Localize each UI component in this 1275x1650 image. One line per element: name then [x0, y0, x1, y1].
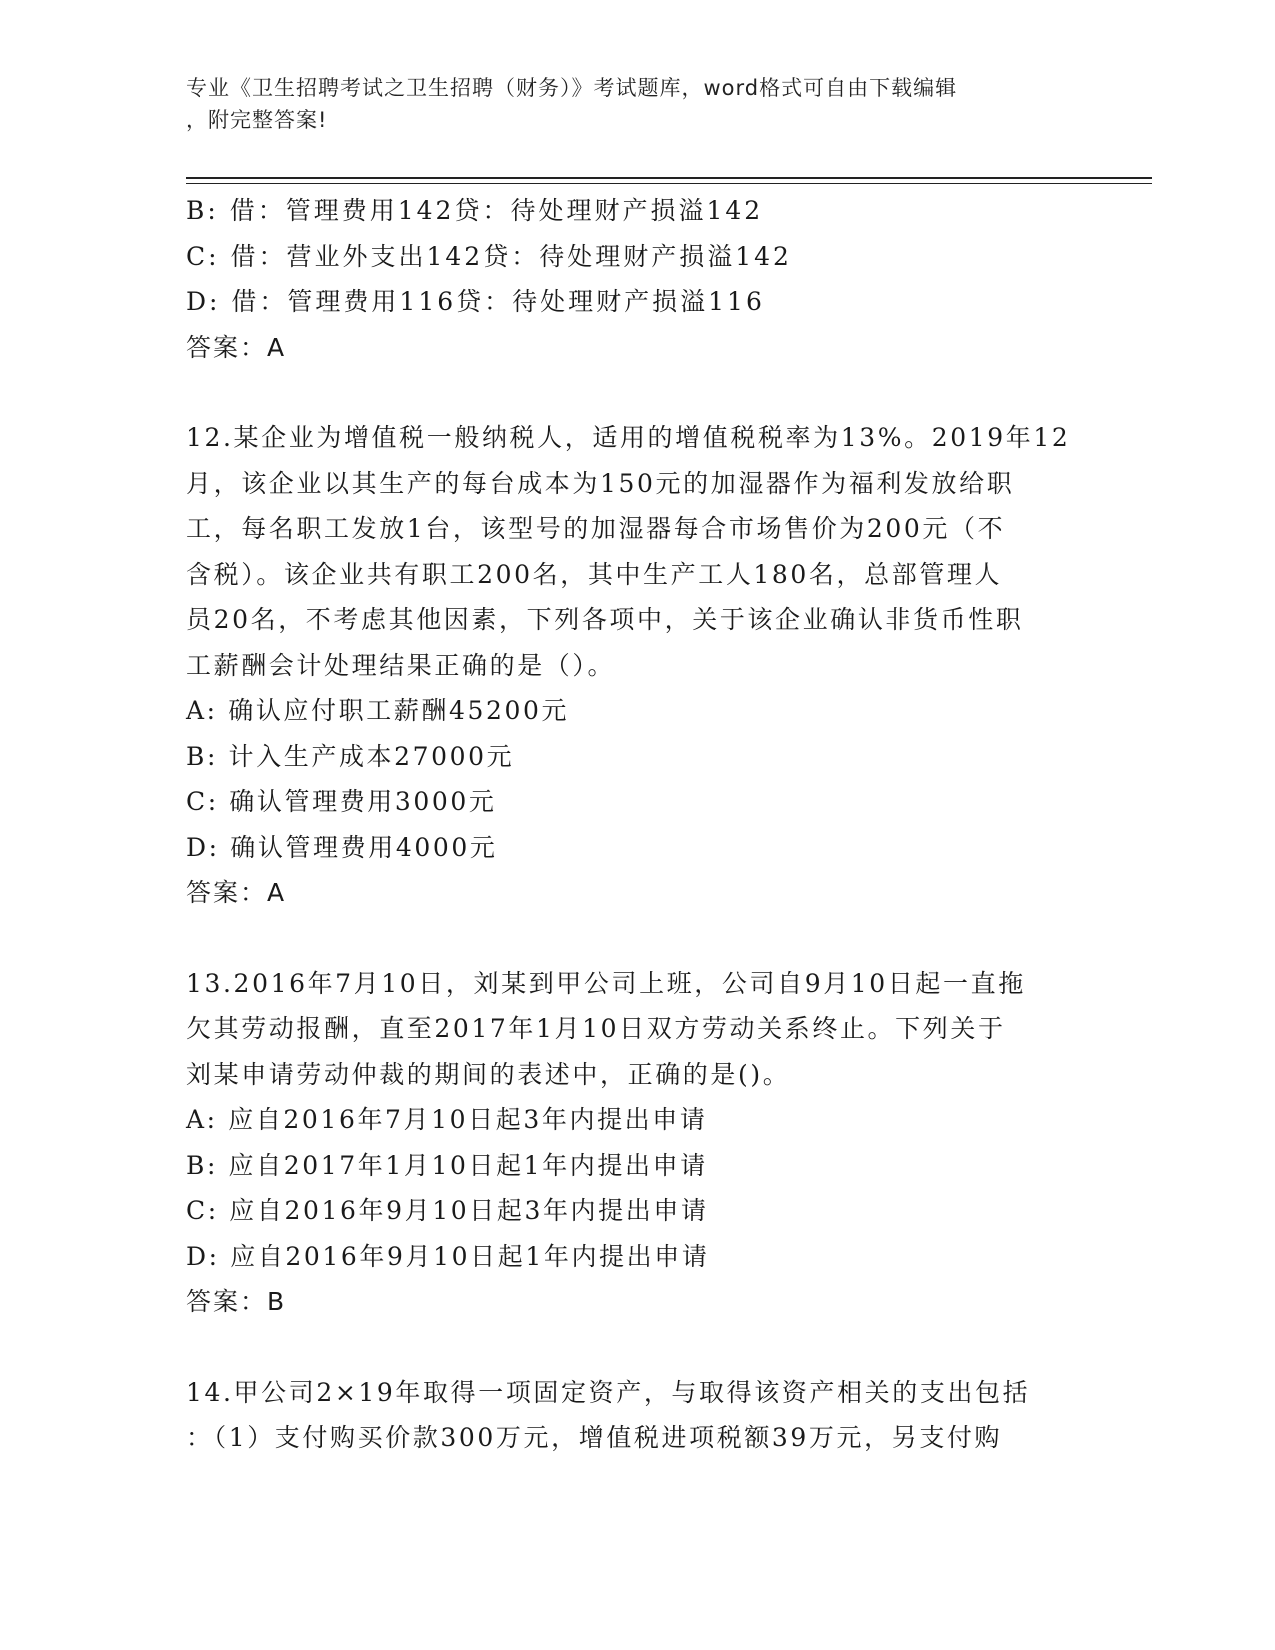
header-line-1: 专业《卫生招聘考试之卫生招聘（财务）》考试题库，word格式可自由下载编辑 [186, 76, 958, 100]
question-text-line: 刘某申请劳动仲裁的期间的表述中，正确的是()。 [186, 1059, 791, 1089]
question-text-line: 工，每名职工发放1台，该型号的加湿器每合市场售价为200元（不 [186, 514, 1006, 543]
question-text-line: 含税）。该企业共有职工200名，其中生产工人180名，总部管理人 [186, 559, 1003, 589]
question-text-line: 员20名，不考虑其他因素，下列各项中，关于该企业确认非货币性职 [186, 605, 1024, 634]
document-body [186, 188, 1086, 1461]
question-block-11 [186, 188, 1086, 370]
answer-line: 答案：B [186, 1287, 287, 1316]
question-block-13 [186, 961, 1086, 1325]
option-c: C: 借：营业外支出142贷：待处理财产损溢142 [186, 241, 792, 271]
question-block-14 [186, 1370, 1086, 1461]
question-text-line: ：（1）支付购买价款300万元，增值税进项税额39万元，另支付购 [186, 1423, 1003, 1452]
question-text-line: 14.甲公司2×19年取得一项固定资产，与取得该资产相关的支出包括 [186, 1377, 1031, 1407]
spacer [186, 916, 1086, 961]
option-c: C: 应自2016年9月10日起3年内提出申请 [186, 1196, 709, 1225]
question-block-12 [186, 415, 1086, 916]
page-header [186, 72, 1066, 136]
answer-line: 答案：A [186, 878, 287, 907]
spacer [186, 370, 1086, 415]
question-text-line: 12.某企业为增值税一般纳税人，适用的增值税税率为13%。2019年12 [186, 423, 1071, 452]
option-c: C: 确认管理费用3000元 [186, 787, 497, 816]
option-d: D: 应自2016年9月10日起1年内提出申请 [186, 1241, 710, 1271]
option-a: A: 应自2016年7月10日起3年内提出申请 [186, 1105, 708, 1134]
header-divider-thin [186, 183, 1152, 184]
option-b: B: 应自2017年1月10日起1年内提出申请 [186, 1150, 708, 1180]
answer-line: 答案：A [186, 332, 287, 362]
question-text-line: 13.2016年7月10日，刘某到甲公司上班，公司自9月10日起一直拖 [186, 968, 1026, 998]
option-d: D: 确认管理费用4000元 [186, 832, 498, 862]
question-text-line: 月，该企业以其生产的每台成本为150元的加湿器作为福利发放给职 [186, 468, 1015, 498]
option-d: D: 借：管理费用116贷：待处理财产损溢116 [186, 287, 765, 316]
spacer [186, 1325, 1086, 1370]
header-divider-thick [186, 177, 1152, 179]
option-b: B: 借：管理费用142贷：待处理财产损溢142 [186, 196, 764, 225]
question-text-line: 工薪酬会计处理结果正确的是（）。 [186, 650, 616, 680]
question-text-line: 欠其劳动报酬，直至2017年1月10日双方劳动关系终止。下列关于 [186, 1014, 1006, 1043]
option-b: B: 计入生产成本27000元 [186, 741, 515, 771]
header-line-2: ，附完整答案! [186, 108, 328, 132]
option-a: A: 确认应付职工薪酬45200元 [186, 696, 570, 725]
